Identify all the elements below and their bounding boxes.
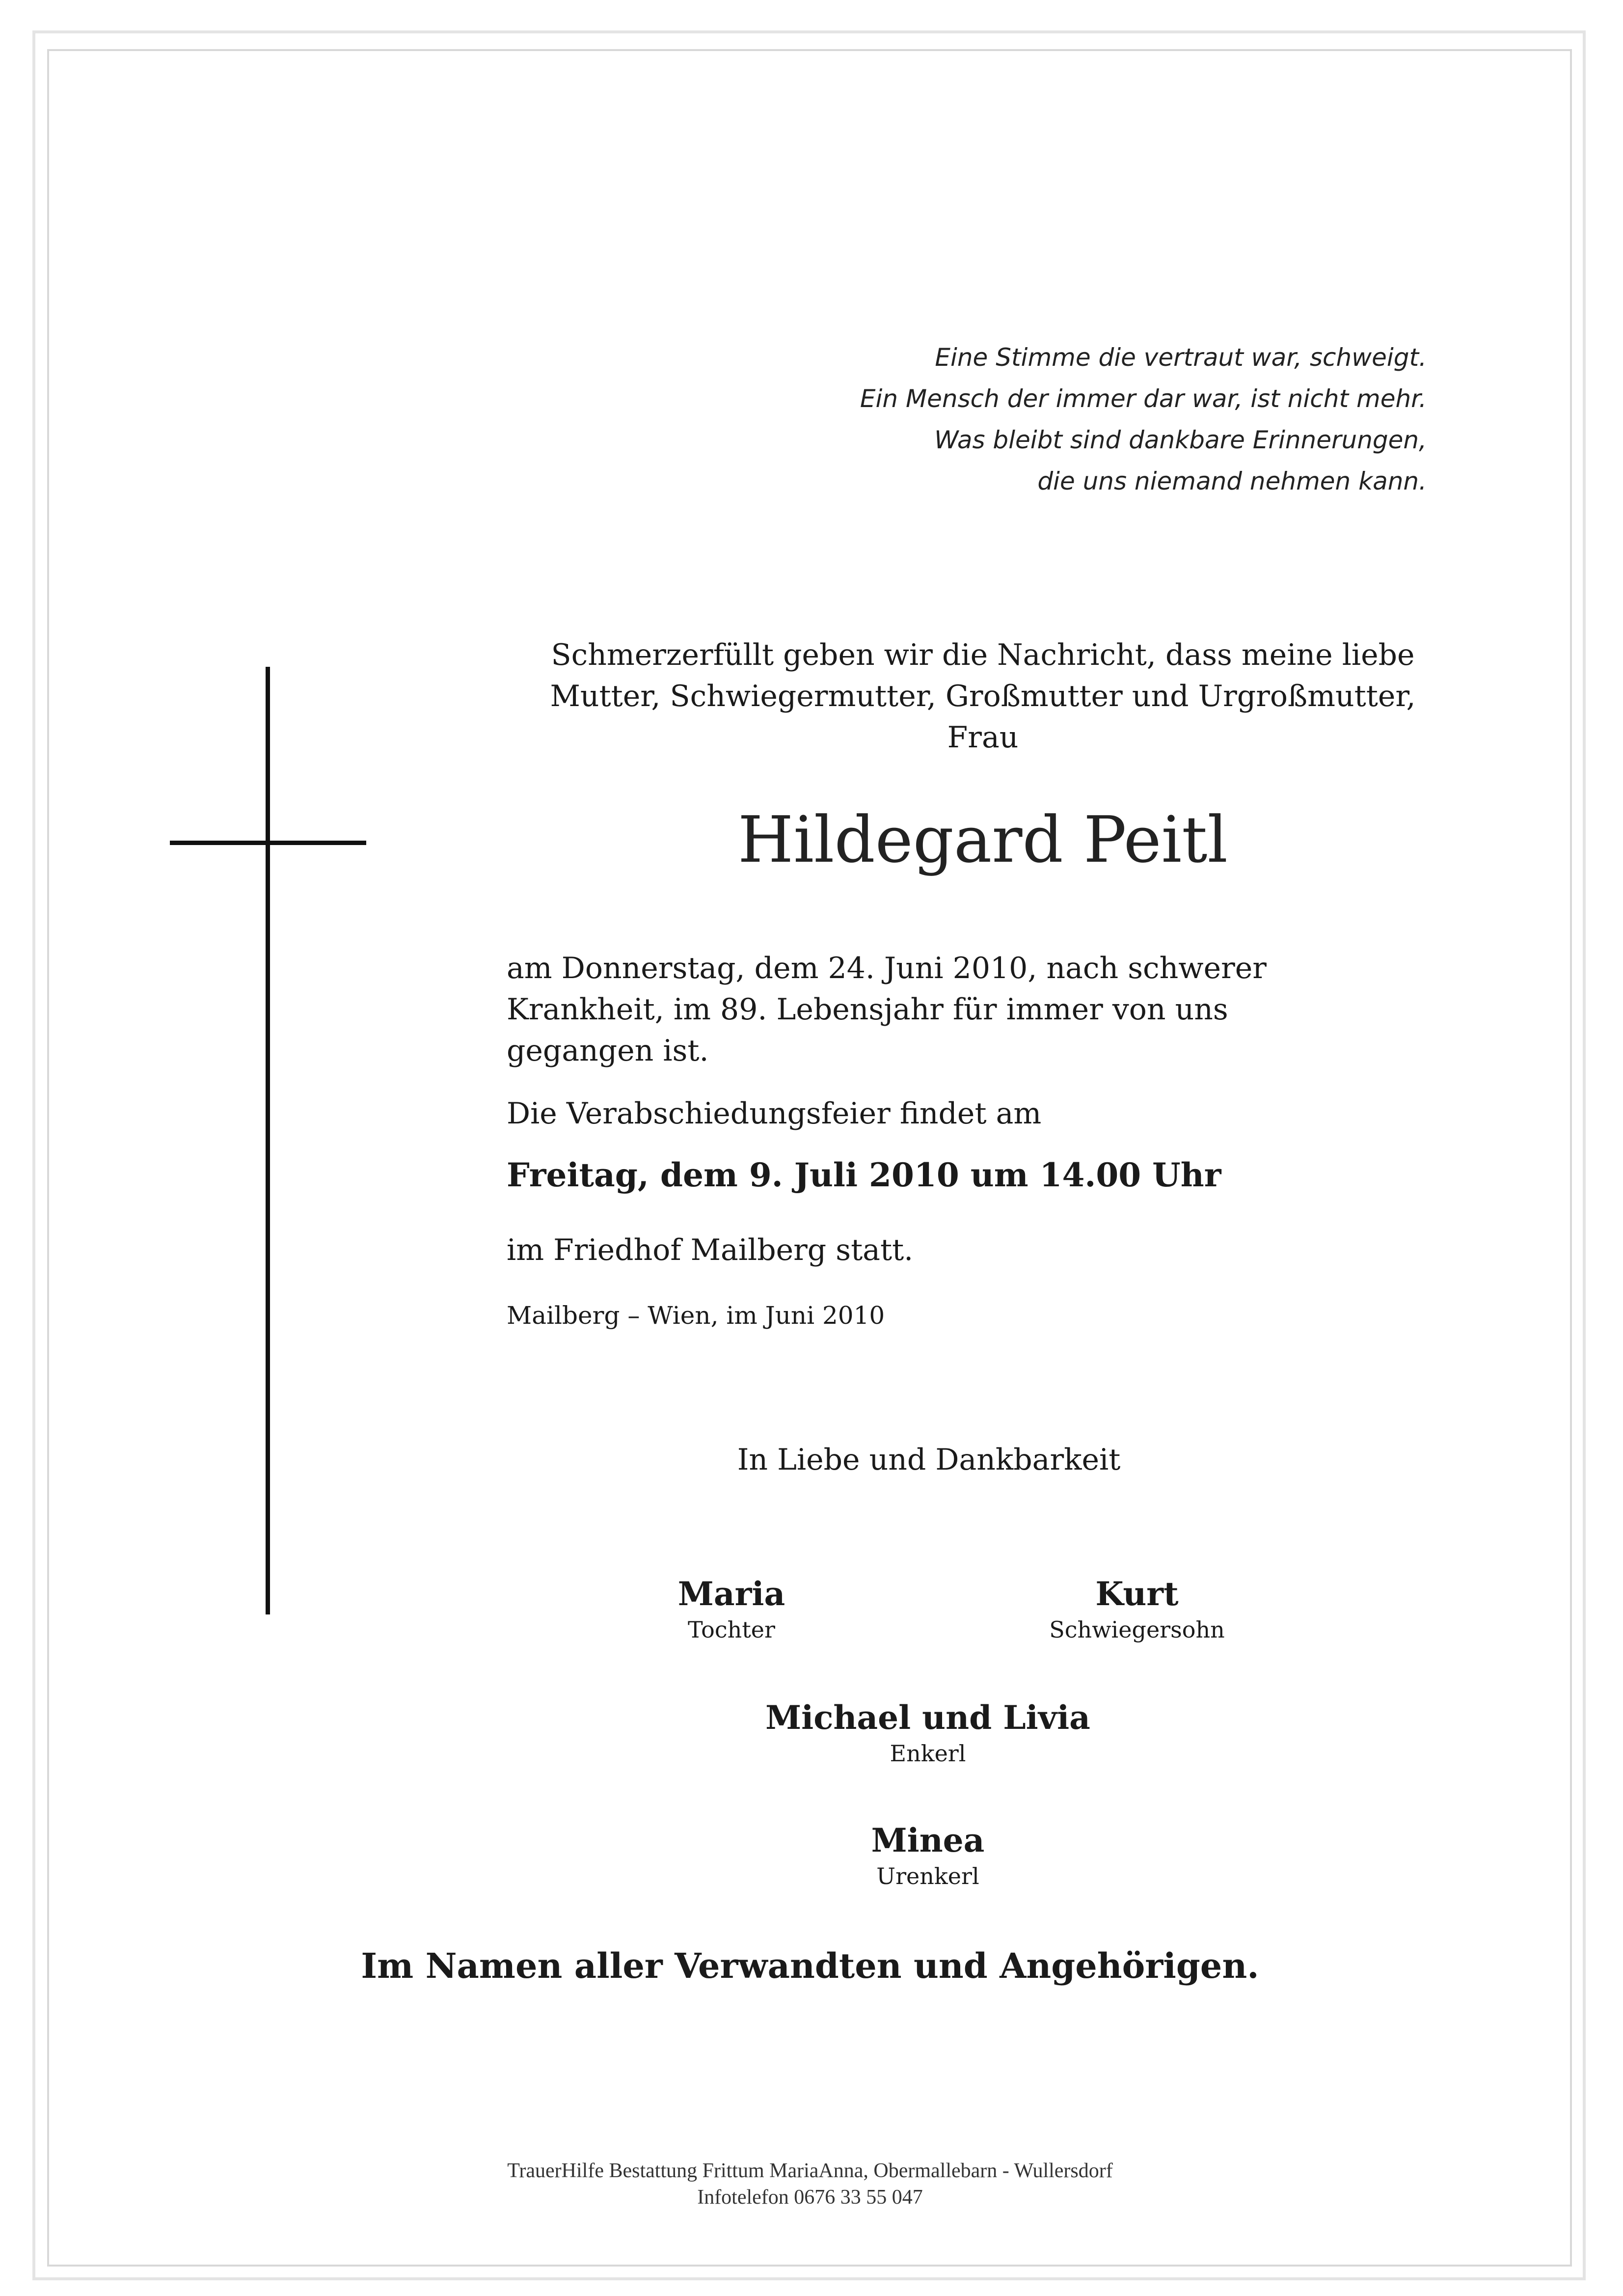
ceremony-location-text: im Friedhof Mailberg statt.: [507, 1233, 914, 1267]
mourner-name: Minea: [871, 1821, 985, 1859]
announcement-text: [507, 634, 1459, 758]
deceased-name: Hildegard Peitl: [737, 802, 1228, 877]
cross-icon-vertical-bar: [266, 667, 270, 1614]
ceremony-location: [507, 1230, 1439, 1271]
mourner-role: Urenkerl: [876, 1863, 979, 1889]
announcement-line: Schmerzerfüllt geben wir die Nachricht, dass meine liebe: [551, 638, 1415, 672]
mourner-daughter: [560, 1573, 903, 1645]
mourner-role: Tochter: [688, 1616, 775, 1643]
family-signature-line: Im Namen aller Verwandten und Angehörigen.: [361, 1945, 1259, 1986]
ceremony-intro: [507, 1093, 1439, 1134]
mourner-name: Michael und Livia: [765, 1698, 1090, 1737]
mourner-role: Schwiegersohn: [1049, 1616, 1225, 1643]
footer-line: Infotelefon 0676 33 55 047: [697, 2186, 923, 2209]
death-notice-line: am Donnerstag, dem 24. Juni 2010, nach schwerer: [507, 951, 1267, 985]
quote-line: Eine Stimme die vertraut war, schweigt.: [935, 343, 1427, 372]
mourner-role: Enkerl: [890, 1740, 966, 1767]
footer-line: TrauerHilfe Bestattung Frittum MariaAnna, Obermallebarn - Wullersdorf: [507, 2159, 1113, 2182]
announcement-line: Mutter, Schwiegermutter, Großmutter und Urgroßmutter,: [550, 679, 1416, 713]
mourner-name: Maria: [677, 1575, 785, 1613]
quote-line: Was bleibt sind dankbare Erinnerungen,: [934, 426, 1427, 454]
ceremony-date: Freitag, dem 9. Juli 2010 um 14.00 Uhr: [507, 1156, 1221, 1194]
mourner-grandchildren: [756, 1697, 1100, 1769]
quote-line: die uns niemand nehmen kann.: [1037, 467, 1427, 495]
mourner-son-in-law: [965, 1573, 1309, 1645]
death-notice: [507, 948, 1439, 1071]
place-and-date: Mailberg – Wien, im Juni 2010: [507, 1301, 885, 1330]
mourner-name: Kurt: [1095, 1575, 1179, 1613]
death-notice-line: gegangen ist.: [507, 1034, 709, 1068]
closing-phrase: In Liebe und Dankbarkeit: [737, 1443, 1121, 1477]
ceremony-intro-text: Die Verabschiedungsfeier findet am: [507, 1096, 1042, 1131]
funeral-home-footer: [442, 2158, 1178, 2211]
memorial-quote: [641, 337, 1427, 502]
death-notice-line: Krankheit, im 89. Lebensjahr für immer von uns: [507, 992, 1228, 1027]
quote-line: Ein Mensch der immer dar war, ist nicht mehr.: [860, 384, 1427, 413]
cross-icon-horizontal-bar: [170, 841, 366, 845]
announcement-line: Frau: [947, 720, 1019, 755]
mourner-great-grandchild: [756, 1820, 1100, 1891]
